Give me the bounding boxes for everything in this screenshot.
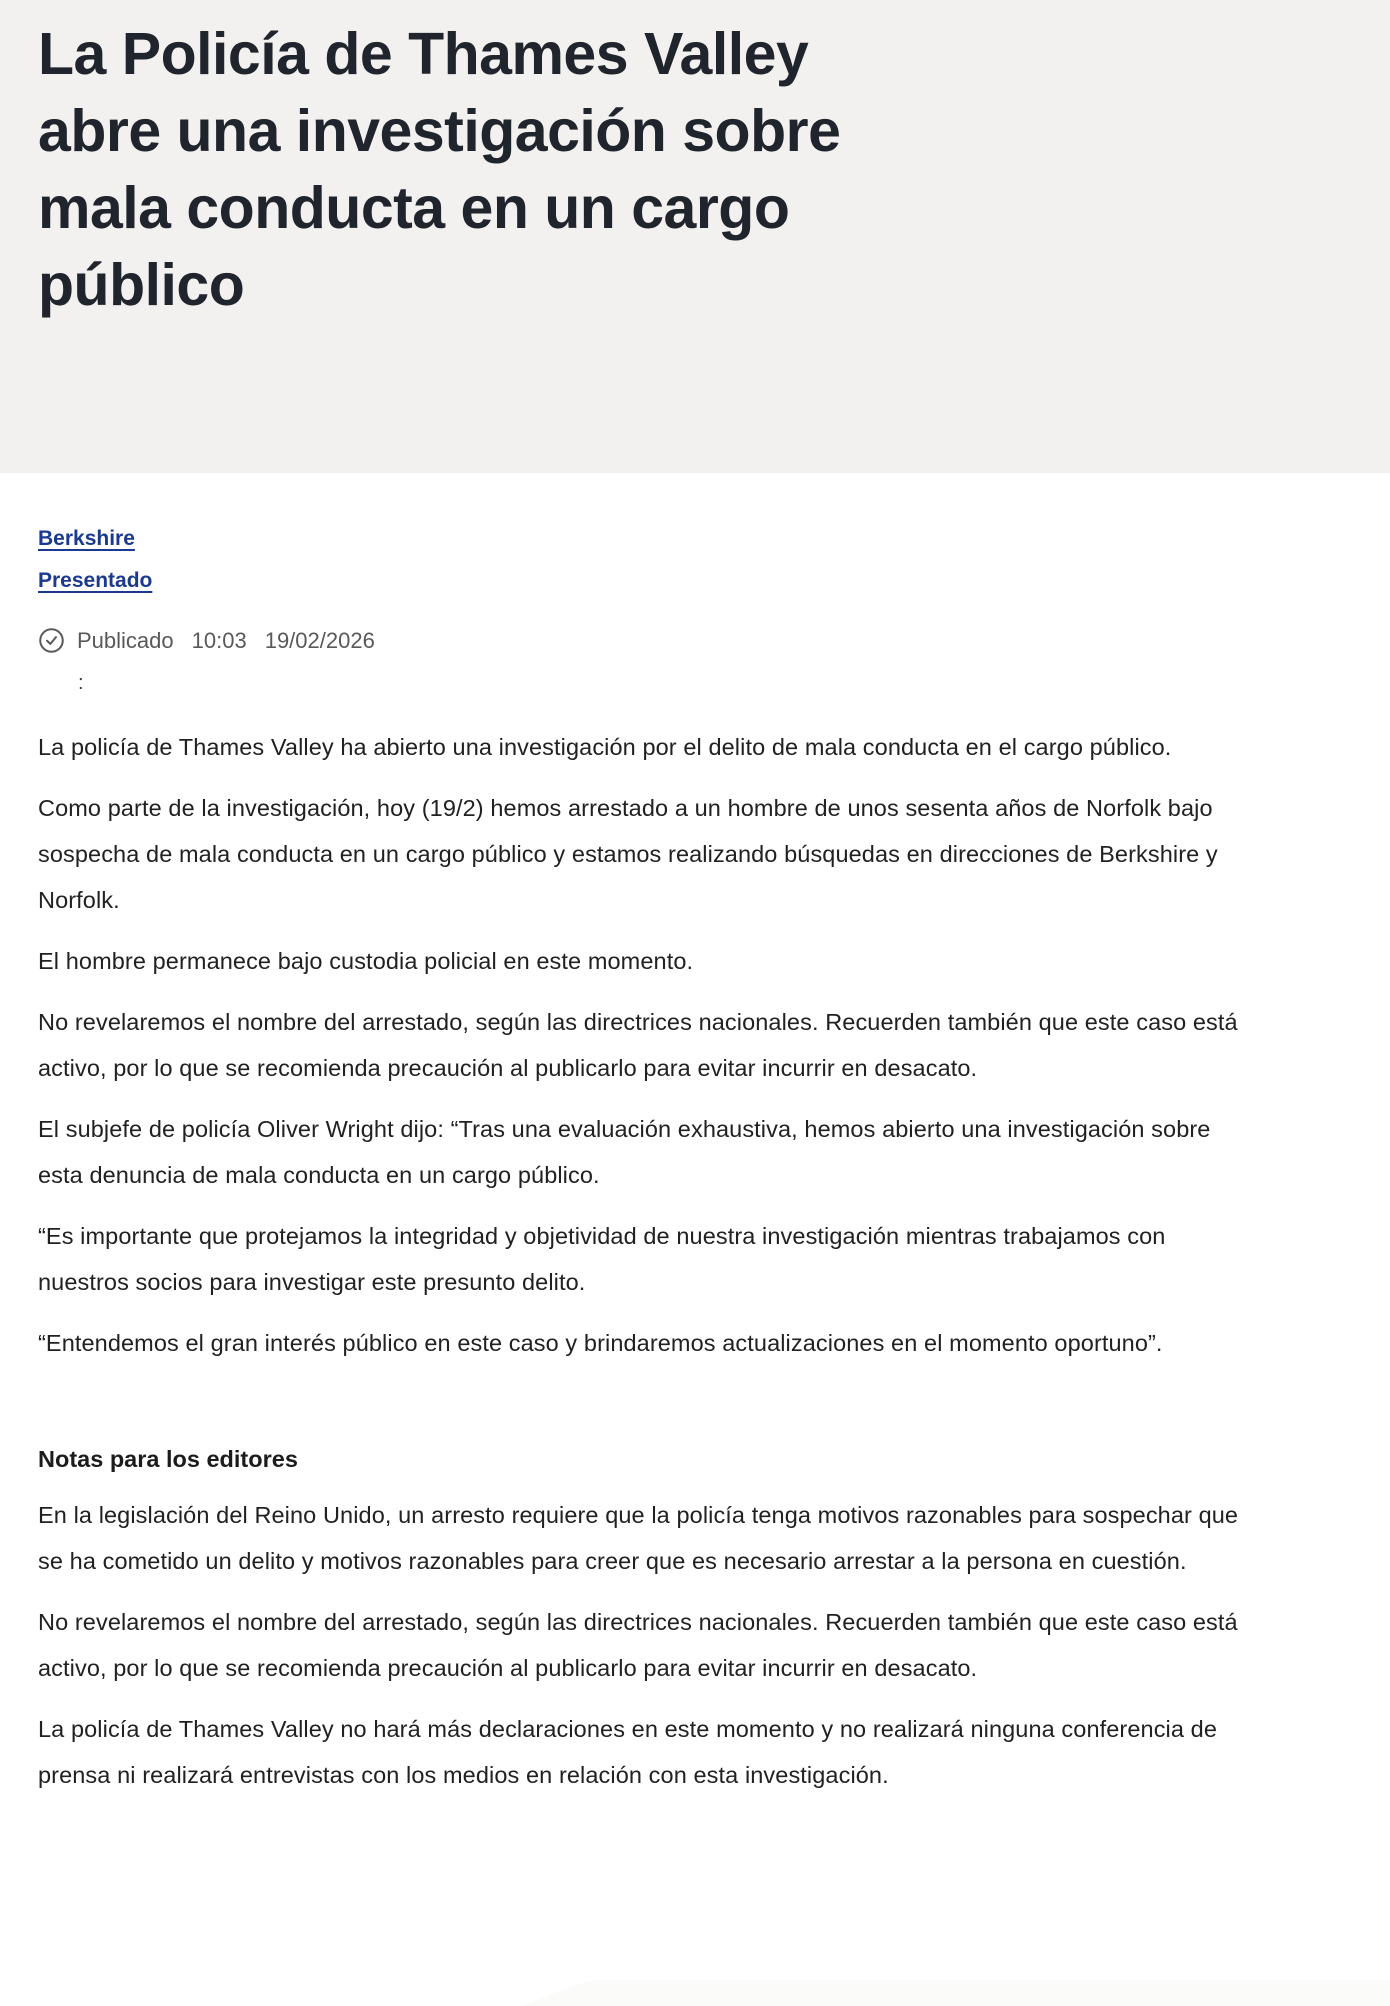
page-title-line: La Policía de Thames Valley: [38, 21, 809, 87]
footer-edge-artifact: [430, 1980, 1390, 2006]
notes-paragraph: La policía de Thames Valley no hará más declaraciones en este momento y no realizará ninguna conferencia de prensa ni realizará entrevistas con los medios en relación con esta investigación.: [38, 1716, 1217, 1788]
page-title-line: abre una investigación sobre: [38, 98, 841, 164]
article-paragraph: “Es importante que protejamos la integridad y objetividad de nuestra investigación mientras trabajamos con nuestros socios para investigar este presunto delito.: [38, 1223, 1166, 1295]
article-meta: [0, 525, 1390, 696]
page-title-line: mala conducta en un cargo: [38, 175, 790, 241]
article-paragraph: El hombre permanece bajo custodia policial en este momento.: [38, 948, 694, 974]
page-title: [38, 16, 1188, 324]
page-title-line: público: [38, 252, 245, 318]
tag-link-presentado[interactable]: Presentado: [38, 569, 153, 592]
published-date: 19/02/2026: [264, 627, 375, 653]
published-time: 10:03: [191, 627, 247, 653]
meta-colon: :: [78, 672, 84, 694]
article-paragraph: “Entendemos el gran interés público en este caso y brindaremos actualizaciones en el momento oportuno”.: [38, 1330, 1163, 1356]
check-circle-icon: [38, 627, 65, 654]
article-paragraph: El subjefe de policía Oliver Wright dijo: “Tras una evaluación exhaustiva, hemos abierto una investigación sobre esta denuncia de mala conducta en un cargo público.: [38, 1116, 1211, 1188]
notes-paragraph: En la legislación del Reino Unido, un arresto requiere que la policía tenga motivos razonables para sospechar que se ha cometido un delito y motivos razonables para creer que es necesario arrestar a la persona en cuestión.: [38, 1502, 1239, 1574]
article-body: [0, 724, 1300, 1798]
tag-link-berkshire[interactable]: Berkshire: [38, 527, 135, 550]
article-hero: [0, 0, 1390, 473]
article-paragraph: Como parte de la investigación, hoy (19/2) hemos arrestado a un hombre de unos sesenta años de Norfolk bajo sospecha de mala conducta en un cargo público y estamos realizando búsquedas en direcciones de Berkshire y Norfolk.: [38, 795, 1218, 913]
article-paragraph: La policía de Thames Valley ha abierto una investigación por el delito de mala conducta en el cargo público.: [38, 734, 1172, 760]
article-paragraph: No revelaremos el nombre del arrestado, según las directrices nacionales. Recuerden también que este caso está activo, por lo que se recomienda precaución al publicarlo para evitar incurrir en desacato.: [38, 1009, 1238, 1081]
notes-paragraph: No revelaremos el nombre del arrestado, según las directrices nacionales. Recuerden también que este caso está activo, por lo que se recomienda precaución al publicarlo para evitar incurrir en desacato.: [38, 1609, 1238, 1681]
published-row: [38, 627, 1350, 654]
notes-for-editors-heading: Notas para los editores: [38, 1446, 298, 1472]
published-label: Publicado: [77, 627, 174, 653]
